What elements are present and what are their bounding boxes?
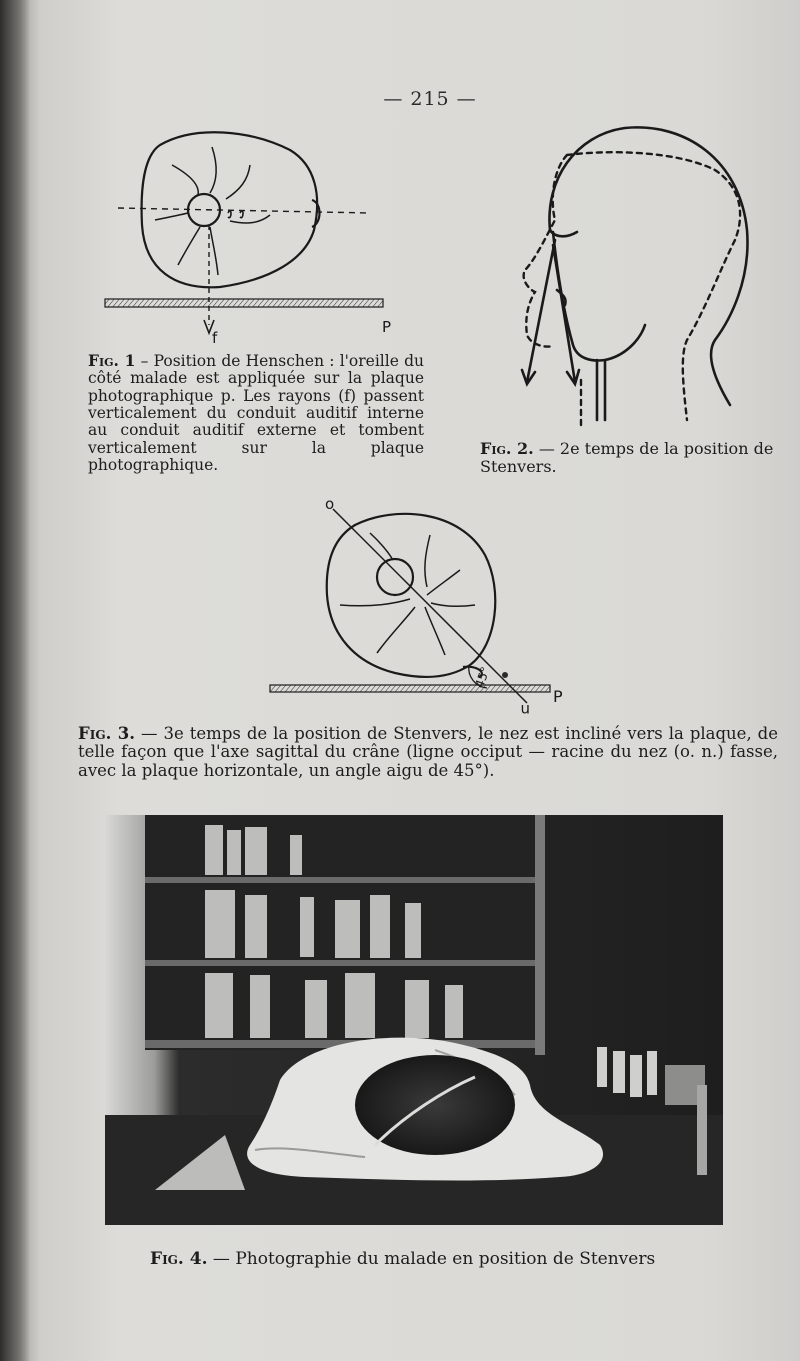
label-o: o — [325, 495, 335, 513]
figure-4-photograph — [105, 815, 723, 1225]
figure-3-label: Fig. 3. — [78, 724, 136, 743]
photographic-plate — [105, 299, 383, 307]
inner-ear-circle-3 — [377, 559, 413, 595]
figure-4-text: — Photographie du malade en position de Stenvers — [207, 1249, 656, 1269]
figure-3-caption — [78, 725, 778, 780]
figure-4-label: Fig. 4. — [150, 1249, 208, 1269]
photograph-scene — [105, 815, 723, 1225]
axis-dashed — [118, 208, 370, 213]
inner-ear-circle — [188, 194, 220, 226]
head-profile-dashed — [567, 152, 740, 420]
photographic-plate-3 — [270, 685, 550, 692]
figure-3-diagram — [265, 495, 575, 720]
figure-4-caption — [150, 1250, 690, 1269]
page-binding-shadow — [0, 0, 30, 1361]
page-number: — 215 — — [383, 88, 477, 110]
figure-3-text: — 3e temps de la position de Stenvers, le nez est incliné vers la plaque, de telle façon que l'axe sagittal du crâne (ligne occiput — racine du nez (o. n.) fasse, avec la plaque horizontale, un angle aigu de 45°). — [78, 724, 779, 780]
head-profile-solid — [549, 127, 747, 405]
label-p-3: P — [553, 687, 563, 706]
label-p: P — [382, 318, 392, 336]
figure-1-label: Fig. 1 — [88, 351, 136, 370]
label-n: n — [520, 701, 530, 719]
figure-1-diagram — [100, 125, 390, 350]
figure-2-label: Fig. 2. — [480, 439, 534, 458]
figure-2-text: — 2e temps de la position de Stenvers. — [480, 439, 774, 476]
figure-2-diagram — [505, 120, 760, 430]
angle-label: 45° — [472, 664, 493, 690]
label-f: f — [212, 329, 218, 347]
figure-1-caption — [88, 352, 424, 475]
figure-1-text: – Position de Henschen : l'oreille du côté malade est appliquée sur la plaque photographique p. Les rayons (f) passent verticalement du conduit auditif interne au conduit auditif externe et tombent verticalement sur la plaque photographique. — [88, 352, 424, 475]
bookshelf — [145, 815, 545, 1055]
figure-2-caption — [480, 440, 780, 476]
skull-outline-tilted — [327, 514, 496, 677]
